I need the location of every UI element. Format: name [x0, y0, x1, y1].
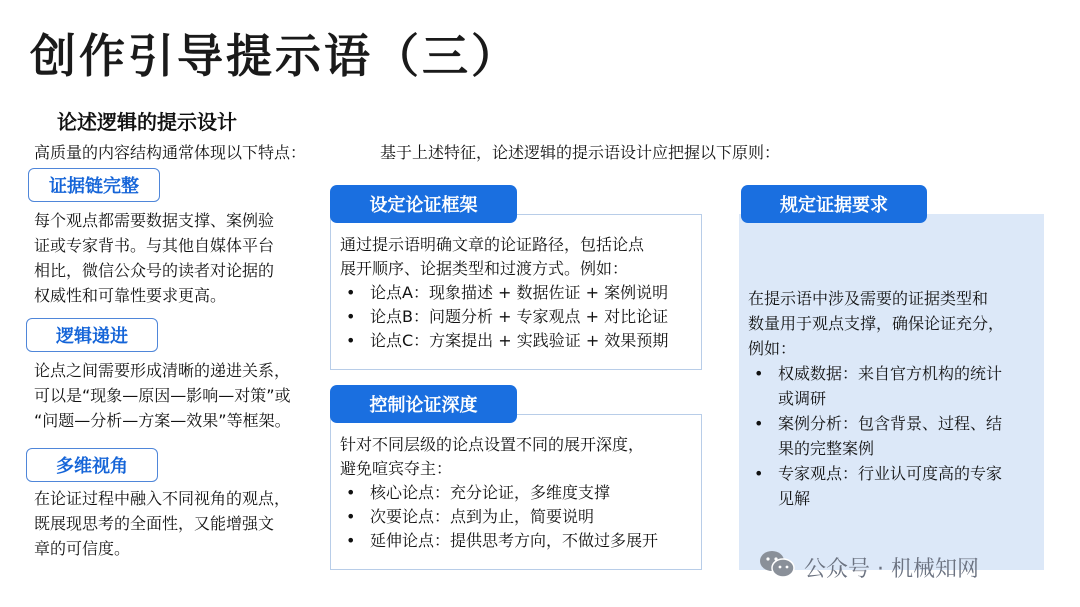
intro-left: 高质量的内容结构通常体现以下特点： [34, 143, 307, 162]
evidence-panel-body: 在提示语中涉及需要的证据类型和 数量用于观点支撑，确保论证充分， 例如： • 权威数据：来自官方机构的统计 或调研 • 案例分析：包含背景、过程、结 果的完整案例 • 专家观点：行业认可度高的专家 见解 [748, 286, 1038, 511]
depth-card-title: 控制论证深度 [330, 385, 517, 423]
wechat-icon [758, 548, 796, 586]
feature-text-multi-perspective: 在论证过程中融入不同视角的观点， 既展现思考的全面性，又能增强文 章的可信度。 [34, 489, 291, 558]
framework-bullet: • 论点A：现象描述 + 数据佐证 + 案例说明 [340, 281, 700, 305]
depth-bullet: • 核心论点：充分论证，多维度支撑 [340, 481, 700, 505]
depth-bullet: • 次要论点：点到为止，简要说明 [340, 505, 700, 529]
feature-pill-evidence-chain: 证据链完整 [28, 168, 160, 202]
evidence-bullet: • 专家观点：行业认可度高的专家 见解 [748, 461, 1038, 511]
feature-pill-logic-progression: 逻辑递进 [26, 318, 158, 352]
watermark [758, 548, 979, 586]
evidence-panel-title: 规定证据要求 [741, 185, 927, 223]
framework-bullet: • 论点C：方案提出 + 实践验证 + 效果预期 [340, 329, 700, 353]
evidence-bullet: • 权威数据：来自官方机构的统计 或调研 [748, 361, 1038, 411]
framework-bullet: • 论点B：问题分析 + 专家观点 + 对比论证 [340, 305, 700, 329]
intro-right: 基于上述特征，论述逻辑的提示语设计应把握以下原则： [380, 143, 781, 162]
watermark-text: 公众号 · 机械知网 [804, 556, 979, 582]
depth-bullet: • 延伸论点：提供思考方向，不做过多展开 [340, 529, 700, 553]
framework-card-body: 通过提示语明确文章的论证路径，包括论点 展开顺序、论据类型和过渡方式。例如： • 论点A：现象描述 + 数据佐证 + 案例说明 • 论点B：问题分析 + 专家观点 + 对比论证 • 论点C：方案提出 + 实践验证 + 效果预期 [340, 233, 700, 353]
framework-card-title: 设定论证框架 [330, 185, 517, 223]
depth-card-body: 针对不同层级的论点设置不同的展开深度， 避免喧宾夺主： • 核心论点：充分论证，多维度支撑 • 次要论点：点到为止，简要说明 • 延伸论点：提供思考方向，不做过多展开 [340, 433, 700, 553]
section-subtitle: 论述逻辑的提示设计 [57, 110, 237, 134]
feature-pill-multi-perspective: 多维视角 [26, 448, 158, 482]
page-title: 创作引导提示语（三） [30, 29, 520, 83]
evidence-bullet: • 案例分析：包含背景、过程、结 果的完整案例 [748, 411, 1038, 461]
feature-text-evidence-chain: 每个观点都需要数据支撑、案例验 证或专家背书。与其他自媒体平台 相比，微信公众号的读者对论据的 权威性和可靠性要求更高。 [34, 211, 275, 305]
feature-text-logic-progression: 论点之间需要形成清晰的递进关系， 可以是“现象—原因—影响—对策”或 “问题—分析—方案—效果”等框架。 [34, 361, 291, 430]
